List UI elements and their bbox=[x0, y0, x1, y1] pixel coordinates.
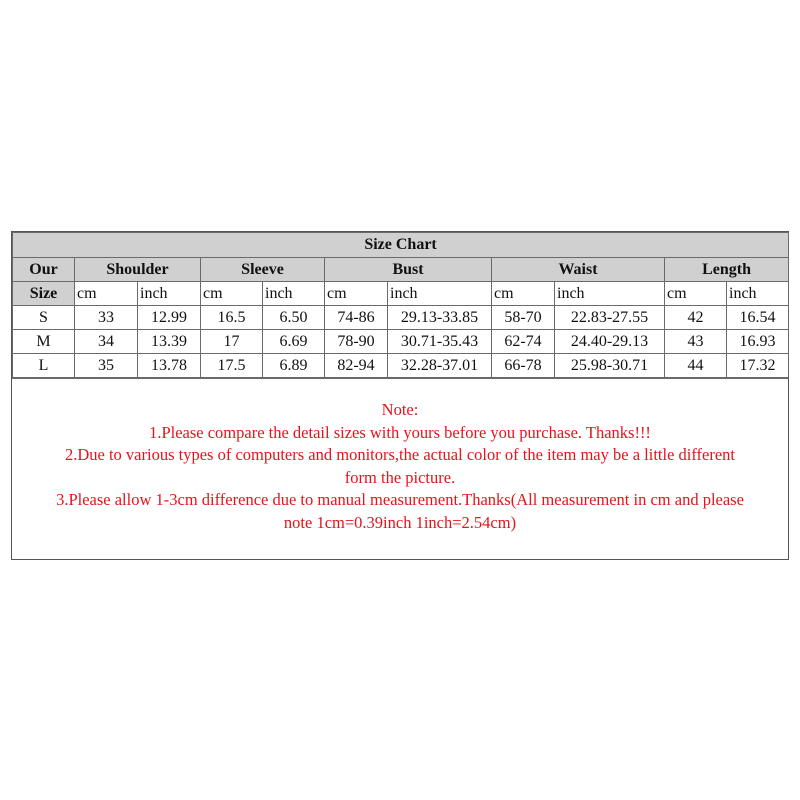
notes-heading: Note: bbox=[381, 400, 419, 419]
table-cell: 13.39 bbox=[138, 330, 201, 354]
table-cell: 24.40-29.13 bbox=[555, 330, 665, 354]
table-cell: 17.32 bbox=[727, 354, 789, 378]
note-line-2b: form the picture. bbox=[344, 467, 456, 487]
table-cell: 12.99 bbox=[138, 306, 201, 330]
header-shoulder: Shoulder bbox=[75, 258, 201, 282]
table-cell: 78-90 bbox=[325, 330, 388, 354]
table-cell: 82-94 bbox=[325, 354, 388, 378]
table-cell: 25.98-30.71 bbox=[555, 354, 665, 378]
table-cell: 17 bbox=[201, 330, 263, 354]
table-title: Size Chart bbox=[13, 233, 789, 258]
corner-label-top: Our bbox=[13, 258, 75, 282]
unit-cm: cm bbox=[665, 282, 727, 306]
size-label: M bbox=[13, 330, 75, 354]
table-cell: 44 bbox=[665, 354, 727, 378]
header-bust: Bust bbox=[325, 258, 492, 282]
unit-cm: cm bbox=[325, 282, 388, 306]
table-cell: 29.13-33.85 bbox=[388, 306, 492, 330]
table-cell: 6.50 bbox=[263, 306, 325, 330]
corner-label-bottom: Size bbox=[13, 282, 75, 306]
note-line-1: 1.Please compare the detail sizes with yours before you purchase. Thanks!!! bbox=[149, 422, 651, 442]
unit-inch: inch bbox=[727, 282, 789, 306]
unit-inch: inch bbox=[138, 282, 201, 306]
size-label: S bbox=[13, 306, 75, 330]
table-cell: 32.28-37.01 bbox=[388, 354, 492, 378]
table-cell: 6.69 bbox=[263, 330, 325, 354]
table-cell: 74-86 bbox=[325, 306, 388, 330]
size-chart bbox=[11, 231, 789, 560]
table-cell: 6.89 bbox=[263, 354, 325, 378]
table-cell: 17.5 bbox=[201, 354, 263, 378]
table-row bbox=[13, 306, 789, 330]
table-row bbox=[13, 354, 789, 378]
unit-inch: inch bbox=[555, 282, 665, 306]
table-cell: 30.71-35.43 bbox=[388, 330, 492, 354]
note-line-2a: 2.Due to various types of computers and monitors,the actual color of the item may be a little different bbox=[64, 445, 736, 464]
table-row bbox=[13, 330, 789, 354]
table-cell: 22.83-27.55 bbox=[555, 306, 665, 330]
table-cell: 16.5 bbox=[201, 306, 263, 330]
table-cell: 33 bbox=[75, 306, 138, 330]
size-table bbox=[12, 232, 789, 378]
unit-cm: cm bbox=[75, 282, 138, 306]
table-cell: 35 bbox=[75, 354, 138, 378]
unit-inch: inch bbox=[263, 282, 325, 306]
table-cell: 62-74 bbox=[492, 330, 555, 354]
table-cell: 16.93 bbox=[727, 330, 789, 354]
table-cell: 66-78 bbox=[492, 354, 555, 378]
header-length: Length bbox=[665, 258, 789, 282]
notes-section bbox=[12, 378, 788, 559]
table-cell: 34 bbox=[75, 330, 138, 354]
size-label: L bbox=[13, 354, 75, 378]
unit-cm: cm bbox=[201, 282, 263, 306]
table-cell: 13.78 bbox=[138, 354, 201, 378]
table-cell: 58-70 bbox=[492, 306, 555, 330]
note-line-3b: note 1cm=0.39inch 1inch=2.54cm) bbox=[283, 512, 517, 532]
header-waist: Waist bbox=[492, 258, 665, 282]
header-sleeve: Sleeve bbox=[201, 258, 325, 282]
unit-cm: cm bbox=[492, 282, 555, 306]
note-line-3a: 3.Please allow 1-3cm difference due to manual measurement.Thanks(All measurement in cm and please bbox=[56, 490, 744, 509]
table-cell: 16.54 bbox=[727, 306, 789, 330]
table-cell: 42 bbox=[665, 306, 727, 330]
unit-inch: inch bbox=[388, 282, 492, 306]
table-cell: 43 bbox=[665, 330, 727, 354]
